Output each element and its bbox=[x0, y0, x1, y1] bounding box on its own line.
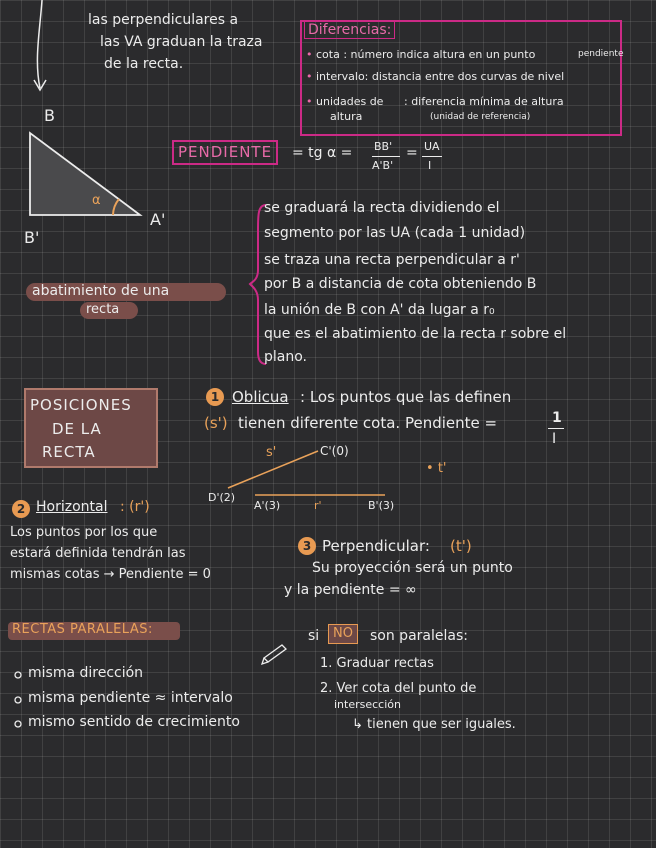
paralelas-step-1: 1. Graduar rectas bbox=[320, 656, 434, 671]
diff-unidades-2: altura bbox=[330, 110, 363, 123]
abatimiento-line-1: segmento por las UA (cada 1 unidad) bbox=[264, 225, 526, 241]
label-a-prime: A' bbox=[150, 210, 166, 229]
diff-unidades: • unidades de bbox=[306, 95, 384, 108]
pendiente-den-2: I bbox=[428, 159, 432, 172]
perpendicular-number: 3 bbox=[298, 537, 316, 555]
diff-pendiente: pendiente bbox=[578, 49, 624, 59]
down-arrow bbox=[37, 0, 42, 88]
paralelas-item-1: misma pendiente ≈ intervalo bbox=[28, 690, 233, 706]
horizontal-r-label: : (r') bbox=[120, 499, 150, 515]
horizontal-number: 2 bbox=[12, 500, 30, 518]
intro-line-2: las VA graduan la traza bbox=[100, 34, 263, 50]
pendiente-den-1: A'B' bbox=[372, 159, 394, 172]
oblicua-frac-num: 1 bbox=[552, 410, 562, 426]
pendiente-eq: = tg α = bbox=[292, 145, 353, 161]
slope-triangle bbox=[30, 133, 140, 215]
diff-intervalo: • intervalo: distancia entre dos curvas de nivel bbox=[306, 70, 565, 83]
paralelas-step-2: 2. Ver cota del punto de bbox=[320, 681, 477, 696]
horizontal-line-2: estará definida tendrán las bbox=[10, 546, 186, 561]
oblicua-c-label: C'(0) bbox=[320, 444, 349, 458]
abatimiento-line-6: plano. bbox=[264, 349, 307, 365]
oblicua-frac-den: I bbox=[552, 431, 557, 447]
paralelas-step-2b: intersección bbox=[334, 698, 401, 711]
oblicua-s-label: (s') bbox=[204, 414, 228, 432]
paralelas-item-2: mismo sentido de crecimiento bbox=[28, 714, 240, 730]
diff-unidades-def: : diferencia mínima de altura bbox=[404, 95, 564, 108]
posiciones-line-1: POSICIONES bbox=[30, 396, 132, 414]
paralelas-item-0: misma dirección bbox=[28, 665, 144, 681]
oblicua-title: Oblicua bbox=[232, 388, 289, 406]
intro-line-3: de la recta. bbox=[104, 56, 184, 72]
oblicua-r-prime: r' bbox=[314, 499, 322, 512]
oblicua-b-label: B'(3) bbox=[368, 499, 395, 512]
posiciones-line-3: RECTA bbox=[42, 443, 96, 461]
abatimiento-label: abatimiento de una bbox=[32, 283, 170, 299]
perpendicular-line-2: y la pendiente = ∞ bbox=[284, 582, 417, 598]
differences-title: Diferencias: bbox=[304, 22, 395, 40]
paralelas-title: RECTAS PARALELAS: bbox=[12, 622, 153, 637]
intro-line-1: las perpendiculares a bbox=[88, 12, 239, 28]
pendiente-eq-2: = bbox=[406, 145, 418, 161]
oblicua-frac-line bbox=[548, 428, 564, 429]
oblicua-d-label: D'(2) bbox=[208, 491, 236, 504]
oblicua-number: 1 bbox=[206, 388, 224, 406]
no-text: son paralelas: bbox=[370, 628, 468, 644]
label-b: B bbox=[44, 106, 55, 125]
abatimiento-line-5: que es el abatimiento de la recta r sobre el bbox=[264, 326, 567, 342]
frac-line-1 bbox=[372, 156, 400, 157]
oblicua-text-1: : Los puntos que las definen bbox=[300, 388, 512, 406]
oblicua-t-prime: • t' bbox=[426, 461, 447, 476]
no-badge: NO bbox=[328, 624, 358, 644]
perpendicular-t-label: (t') bbox=[450, 537, 472, 555]
horizontal-line-1: Los puntos por los que bbox=[10, 525, 158, 540]
pendiente-label: PENDIENTE bbox=[172, 140, 278, 165]
paralelas-step-3: ↳ tienen que ser iguales. bbox=[352, 717, 516, 732]
label-b-prime: B' bbox=[24, 228, 40, 247]
diff-unidades-def-2: (unidad de referencia) bbox=[430, 112, 531, 122]
pendiente-num-2: UA bbox=[424, 140, 440, 153]
pencil-icon bbox=[262, 645, 286, 664]
abatimiento-line-2: se traza una recta perpendicular a r' bbox=[264, 252, 520, 268]
horizontal-title: Horizontal bbox=[36, 499, 108, 515]
perpendicular-line-1: Su proyección será un punto bbox=[312, 560, 513, 576]
oblicua-a-label: A'(3) bbox=[254, 499, 281, 512]
perpendicular-title: Perpendicular: bbox=[322, 537, 430, 555]
abatimiento-line-4: la unión de B con A' da lugar a r₀ bbox=[264, 302, 495, 318]
abatimiento-label-2: recta bbox=[86, 302, 120, 317]
oblicua-s-prime: s' bbox=[266, 445, 277, 460]
si-label: si bbox=[308, 628, 320, 644]
posiciones-line-2: DE LA bbox=[52, 420, 102, 438]
abatimiento-line-0: se graduará la recta dividiendo el bbox=[264, 200, 500, 216]
diff-cota: • cota : número indica altura en un punto bbox=[306, 48, 536, 61]
pendiente-num-1: BB' bbox=[374, 140, 393, 153]
label-alpha: α bbox=[92, 193, 101, 208]
abatimiento-line-3: por B a distancia de cota obteniendo B bbox=[264, 276, 537, 292]
frac-line-2 bbox=[422, 156, 442, 157]
oblicua-text-2: tienen diferente cota. Pendiente = bbox=[238, 414, 498, 432]
horizontal-line-3: mismas cotas → Pendiente = 0 bbox=[10, 567, 211, 582]
